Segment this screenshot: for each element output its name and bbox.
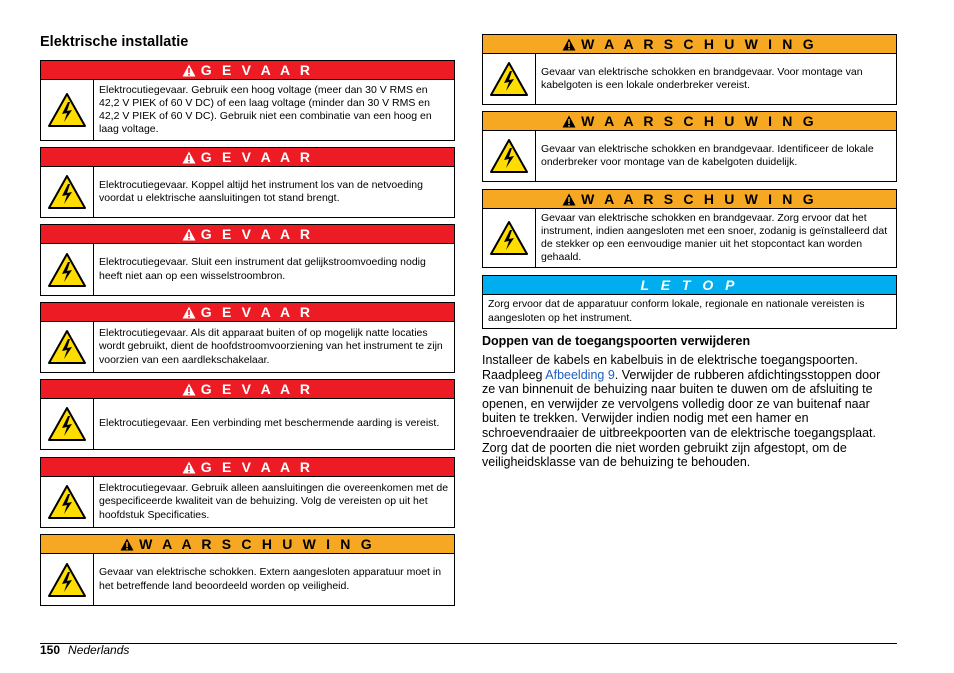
danger-box <box>40 147 455 218</box>
electrical-hazard-icon <box>489 138 529 174</box>
page-language: Nederlands <box>68 643 130 657</box>
warning-label: W A A R S C H U W I N G <box>581 113 817 129</box>
danger-text: Elektrocutiegevaar. Een verbinding met beschermende aarding is vereist. <box>99 417 440 430</box>
danger-text: Elektrocutiegevaar. Koppel altijd het instrument los van de netvoeding voordat u elektrische aansluitingen tot stand brengt. <box>99 178 423 204</box>
warning-triangle-icon <box>120 538 134 551</box>
electrical-hazard-cell <box>483 209 536 267</box>
warning-header <box>483 112 896 131</box>
electrical-hazard-icon <box>47 92 87 128</box>
warning-triangle-icon <box>182 228 196 241</box>
page-footer <box>40 643 129 657</box>
danger-label: G E V A A R <box>200 62 314 78</box>
warning-header <box>483 190 896 209</box>
danger-header <box>41 225 454 244</box>
warning-triangle-icon <box>182 383 196 396</box>
warning-label: W A A R S C H U W I N G <box>581 36 817 52</box>
warning-triangle-icon <box>562 193 576 206</box>
danger-header <box>41 303 454 322</box>
electrical-hazard-cell <box>41 554 94 605</box>
electrical-hazard-cell <box>41 477 94 527</box>
electrical-hazard-cell <box>41 80 94 140</box>
warning-triangle-icon <box>562 115 576 128</box>
danger-box <box>40 60 455 141</box>
electrical-hazard-icon <box>47 252 87 288</box>
electrical-hazard-icon <box>489 61 529 97</box>
electrical-hazard-icon <box>489 220 529 256</box>
subsection-title: Doppen van de toegangspoorten verwijderen <box>482 334 751 348</box>
paragraph-text-start: Installeer de kabels en kabelbuis in de elektrische toegangspoorten. Raadpleeg <box>482 353 858 382</box>
warning-triangle-icon <box>562 38 576 51</box>
warning-box <box>482 111 897 182</box>
warning-header <box>41 535 454 554</box>
electrical-hazard-icon <box>47 484 87 520</box>
warning-box <box>482 34 897 105</box>
danger-label: G E V A A R <box>200 304 314 320</box>
danger-box <box>40 379 455 450</box>
danger-text: Elektrocutiegevaar. Sluit een instrument dat gelijkstroomvoeding nodig heeft niet aan op een wisselstroombron. <box>99 256 426 282</box>
electrical-hazard-cell <box>41 399 94 449</box>
electrical-hazard-cell <box>41 167 94 217</box>
note-text: Zorg ervoor dat de apparatuur conform lokale, regionale en nationale vereisten is aangesloten op het instrument. <box>488 298 865 324</box>
electrical-hazard-icon <box>47 329 87 365</box>
note-box <box>482 275 897 329</box>
danger-box <box>40 224 455 296</box>
electrical-hazard-cell <box>41 244 94 295</box>
electrical-hazard-cell <box>483 131 536 181</box>
danger-label: G E V A A R <box>200 459 314 475</box>
body-paragraph <box>482 353 894 470</box>
electrical-hazard-icon <box>47 562 87 598</box>
danger-label: G E V A A R <box>200 226 314 242</box>
warning-box <box>40 534 455 606</box>
danger-box <box>40 302 455 373</box>
warning-box <box>482 189 897 268</box>
note-header: L E T O P <box>483 276 896 295</box>
danger-text: Elektrocutiegevaar. Gebruik een hoog voltage (meer dan 30 V RMS en 42,2 V PIEK of 60 V DC) of een laag voltage (minder dan 30 V RMS en 42,2 V PIEK of 60 V DC). Gebruik niet een combinatie van een hoog en laag voltage. <box>99 83 432 136</box>
warning-triangle-icon <box>182 461 196 474</box>
danger-header <box>41 148 454 167</box>
warning-text: Gevaar van elektrische schokken. Extern aangesloten apparatuur moet in het betreffende land beoordeeld worden op veiligheid. <box>99 566 442 592</box>
paragraph-text-end: . Verwijder de rubberen afdichtingsstoppen door ze van binnenuit de behuizing naar buiten te duwen om de afsluiting te openen, en verwijder ze vervolgens volledig door ze van buitenaf naar buiten te trekken. Verwijder indien nodig met een hamer en schroevendraaier de uitbreekpoorten van de elektrische toegangsplaat. Zorg dat de poorten die niet worden gebruikt zijn afgestopt, om de veiligheidsklasse van de behuizing te behouden. <box>482 367 881 470</box>
warning-label: W A A R S C H U W I N G <box>139 536 375 552</box>
warning-triangle-icon <box>182 306 196 319</box>
footer-divider <box>40 643 897 644</box>
section-title: Elektrische installatie <box>40 34 189 50</box>
danger-text: Elektrocutiegevaar. Als dit apparaat buiten of op mogelijk natte locaties wordt gebruikt, dient de hoofdstroomvoorziening van het instrument te zijn voorzien van een aardlekschakelaar. <box>99 327 443 366</box>
danger-header <box>41 61 454 80</box>
warning-header <box>483 35 896 54</box>
figure-link[interactable]: Afbeelding 9 <box>545 367 615 382</box>
electrical-hazard-cell <box>483 54 536 104</box>
danger-text: Elektrocutiegevaar. Gebruik alleen aansluitingen die overeenkomen met de gespecificeerde kwaliteit van de behuizing. Volg de vereisten op uit het hoofdstuk Specificaties. <box>99 482 449 521</box>
warning-text: Gevaar van elektrische schokken en brandgevaar. Voor montage van kabelgoten is een lokale onderbreker vereist. <box>541 65 863 91</box>
warning-label: W A A R S C H U W I N G <box>581 191 817 207</box>
warning-text: Gevaar van elektrische schokken en brandgevaar. Zorg ervoor dat het instrument, indien aangesloten met een snoer, zodanig is geïnstalleerd dat de stekker op een eenvoudige manier uit het stopcontact kan worden gehaald. <box>541 211 888 264</box>
danger-box <box>40 457 455 528</box>
warning-text: Gevaar van elektrische schokken en brandgevaar. Identificeer de lokale onderbreker voor montage van de kabelgoten duidelijk. <box>541 142 874 168</box>
danger-label: G E V A A R <box>200 381 314 397</box>
warning-triangle-icon <box>182 64 196 77</box>
danger-label: G E V A A R <box>200 149 314 165</box>
electrical-hazard-cell <box>41 322 94 372</box>
page-number: 150 <box>40 643 61 657</box>
danger-header <box>41 380 454 399</box>
warning-triangle-icon <box>182 151 196 164</box>
electrical-hazard-icon <box>47 406 87 442</box>
electrical-hazard-icon <box>47 174 87 210</box>
danger-header <box>41 458 454 477</box>
